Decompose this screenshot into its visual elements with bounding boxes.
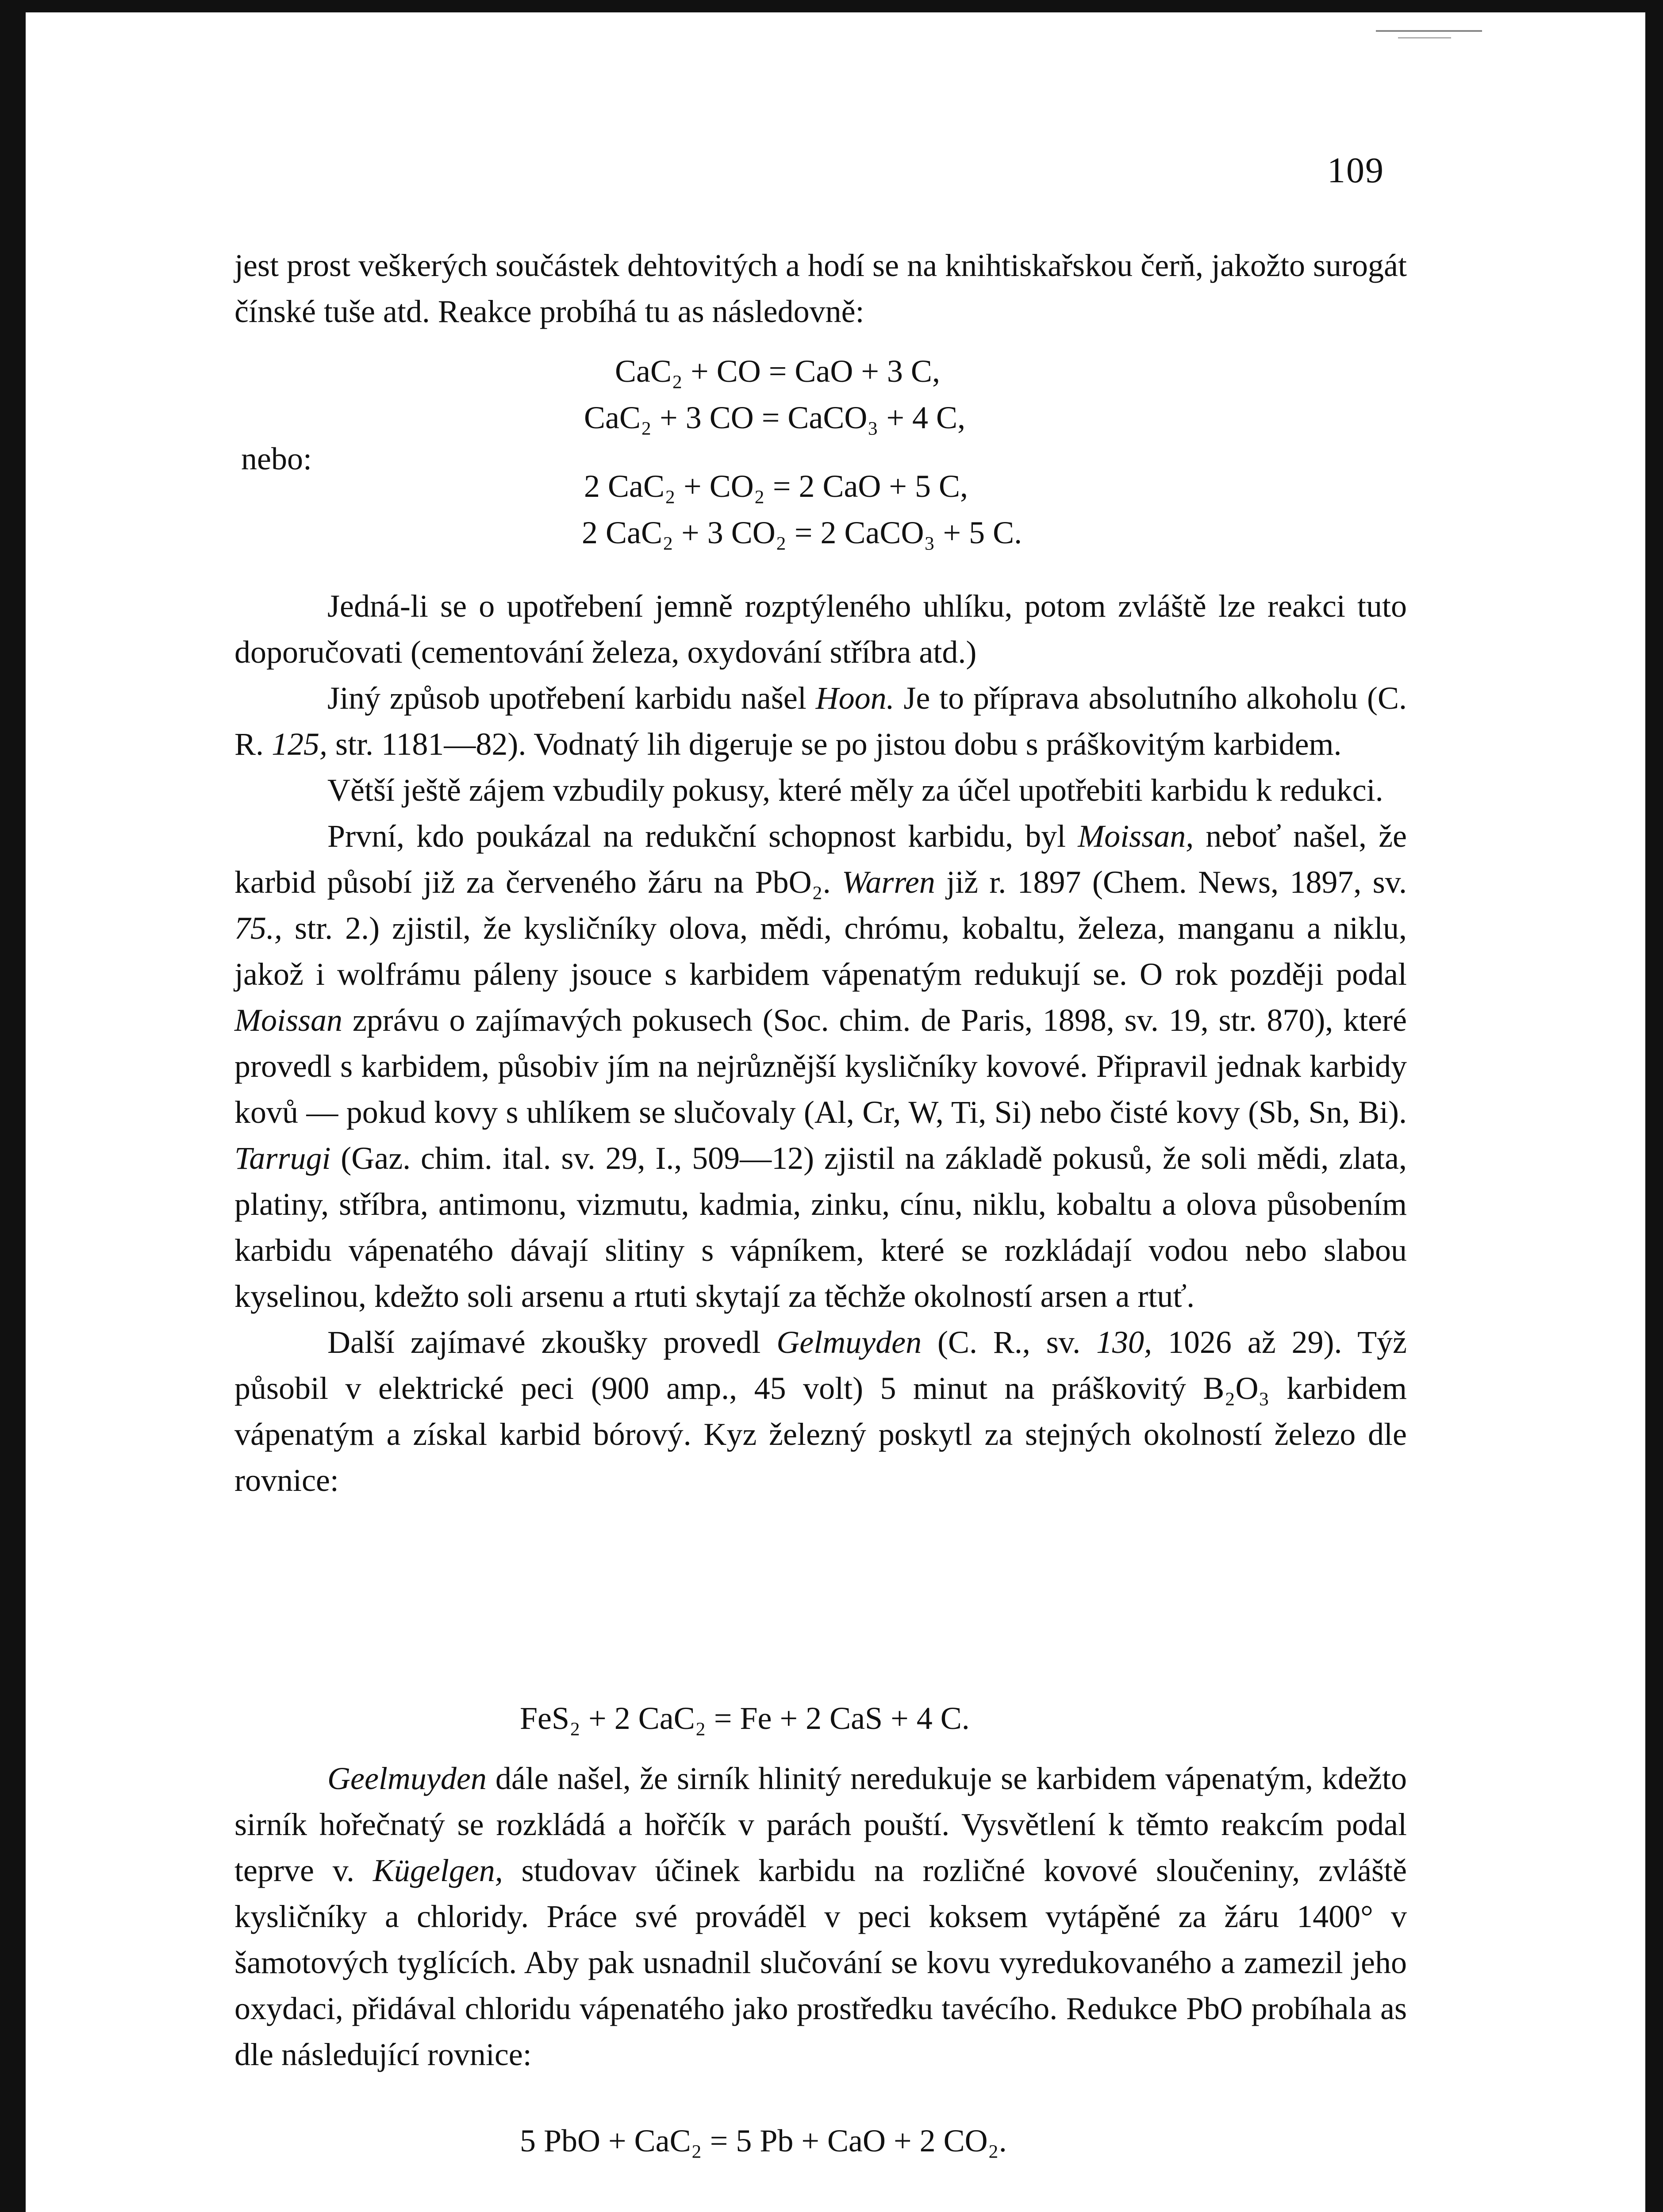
author-hoon: Hoon. <box>815 680 895 716</box>
equation-2: CaC₂ + 3 CO = CaCO₃ + 4 C, <box>584 400 966 435</box>
equation-5: FeS₂ + 2 CaC₂ = Fe + 2 CaS + 4 C. <box>520 1701 970 1736</box>
scan-border-right <box>1645 12 1663 2212</box>
scan-border-left <box>0 12 26 2212</box>
nebo-label: nebo: <box>241 441 312 476</box>
paragraph-6: Další zajímavé zkoušky provedl Gelmuyden (C. R., sv. 130, 1026 až 29). Týž působil v elektrické peci (900 amp., 45 volt) 5 minut na práškovitý B₂O₃ karbidem vápenatým a získal karbid bórový. Kyz železný poskytl za stejných okolností železo dle rovnice: <box>234 1325 1407 1498</box>
author-gelmuyden: Gelmuyden <box>776 1325 922 1360</box>
author-moissan: Moissan, <box>1078 818 1194 854</box>
page-sheet <box>0 12 1663 2212</box>
paragraph-2: Jedná-li se o upotřebení jemně rozptýleného uhlíku, potom zvláště lze reakci tuto doporučovati (cementování železa, oxydování stříbra atd.) <box>234 588 1407 670</box>
author-moissan-2: Moissan <box>234 1002 343 1038</box>
equation-4: 2 CaC₂ + 3 CO₂ = 2 CaCO₃ + 5 C. <box>582 515 1022 550</box>
paragraph-7-block <box>234 1755 1407 2078</box>
paragraph-1-block <box>234 242 1407 334</box>
paragraph-5: První, kdo poukázal na redukční schopnost karbidu, byl Moissan, neboť našel, že karbid působí již za červeného žáru na PbO₂. Warren již r. 1897 (Chem. News, 1897, sv. 75., str. 2.) zjistil, že kysličníky olova, mědi, chrómu, kobaltu, železa, manganu a niklu, jakož i wolfrámu páleny jsouce s karbidem vápenatým redukují se. O rok později podal Moissan zprávu o zajímavých pokusech (Soc. chim. de Paris, 1898, sv. 19, str. 870), které provedl s karbidem, působiv jím na nejrůznější kysličníky kovové. Připravil jednak karbidy kovů — pokud kovy s uhlíkem se slučovaly (Al, Cr, W, Ti, Si) nebo čisté kovy (Sb, Sn, Bi). Tarrugi (Gaz. chim. ital. sv. 29, I., 509—12) zjistil na základě pokusů, že soli mědi, zlata, platiny, stříbra, antimonu, vizmutu, kadmia, zinku, cínu, niklu, kobaltu a olova působením karbidu vápenatého dávají slitiny s vápníkem, které se rozkládají vodou nebo slabou kyselinou, kdežto soli arsenu a rtuti skytají za těchže okolností arsen a rtuť. <box>234 818 1407 1314</box>
equation-1: CaC₂ + CO = CaO + 3 C, <box>615 353 940 389</box>
paragraph-7: Geelmuyden dále našel, že sirník hlinitý neredukuje se karbidem vápenatým, kdežto sirník hořečnatý se rozkládá a hořčík v parách pouští. Vysvětlení k těmto reakcím podal teprve v. Kügelgen, studovav účinek karbidu na rozličné kovové sloučeniny, zvláště kysličníky a chloridy. Práce své prováděl v peci koksem vytápěné za žáru 1400° v šamotových tyglících. Aby pak usnadnil slučování se kovu vyredukovaného a zamezil jeho oxydaci, přidával chloridu vápenatého jako prostředku tavécího. Redukce PbO probíhala as dle následující rovnice: <box>234 1761 1407 2072</box>
author-warren: Warren <box>842 864 935 900</box>
main-text <box>234 583 1407 1503</box>
scan-mark <box>1376 30 1482 32</box>
page-number: 109 <box>1327 150 1384 190</box>
paragraph-1: jest prost veškerých součástek dehtovitých a hodí se na knihtiskařskou čerň, jakožto surogát čínské tuše atd. Reakce probíhá tu as následovně: <box>234 248 1407 329</box>
equation-3: 2 CaC₂ + CO₂ = 2 CaO + 5 C, <box>584 469 968 504</box>
equation-6: 5 PbO + CaC₂ = 5 Pb + CaO + 2 CO₂. <box>520 2123 1007 2158</box>
paragraph-4: Větší ještě zájem vzbudily pokusy, které měly za účel upotřebiti karbidu k redukci. <box>327 772 1383 808</box>
author-tarrugi: Tarrugi <box>234 1141 331 1176</box>
scan-mark-2 <box>1398 37 1451 38</box>
author-kugelgen: Kügelgen, <box>373 1853 503 1888</box>
author-geelmuyden: Geelmuyden <box>327 1761 487 1796</box>
paragraph-3: Jiný způsob upotřebení karbidu našel Hoon. Je to příprava absolutního alkoholu (C. R. 125, str. 1181—82). Vodnatý lih digeruje se po jistou dobu s práškovitým karbidem. <box>234 680 1407 762</box>
